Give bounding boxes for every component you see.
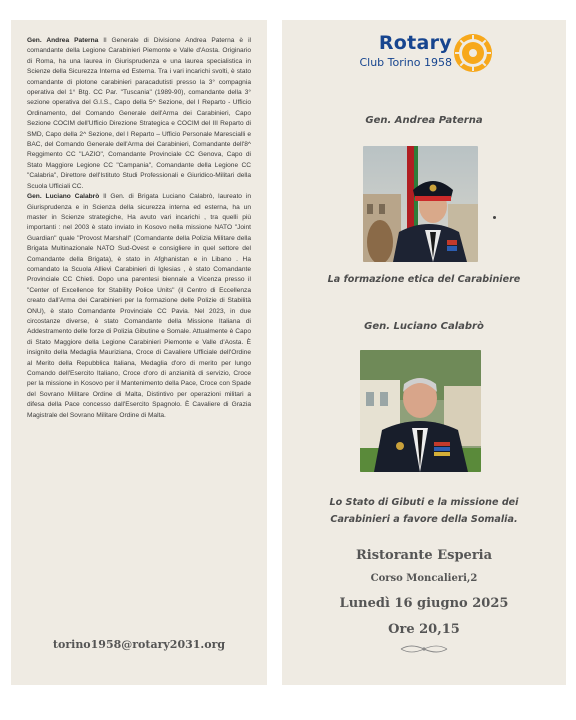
rotary-wheel-icon xyxy=(452,32,494,74)
venue-name: Ristorante Esperia xyxy=(355,548,493,563)
event-date: Lunedì 16 giugno 2025 xyxy=(339,596,509,611)
bio-calabro xyxy=(27,192,251,421)
talk-2-title: Lo Stato di Gibuti e la missione dei Carabinieri a favore della Somalia. xyxy=(329,497,519,525)
event-time: Ore 20,15 xyxy=(388,622,460,637)
flourish-ornament-icon xyxy=(399,642,449,656)
speaker-2-name: Gen. Luciano Calabrò xyxy=(364,321,484,332)
bio-paterna-name: Gen. Andrea Paterna xyxy=(27,37,99,44)
bio-calabro-name: Gen. Luciano Calabrò xyxy=(27,193,100,201)
photo-paterna xyxy=(363,146,478,262)
logo-name: Rotary xyxy=(378,32,452,54)
bio-paterna-text: Il Generale di Divisione Andrea Paterna è il comandante della Legione Carabinieri Piemonte e Valle d'Aosta. Originario di Roma, ha una laurea in Giurisprudenza e una laurea specialistica in Scienze della Sicurezza Interna ed Esterna. Tra i vari incarichi svolti, è stato comandante di plotone carabinieri paracadutisti presso la 3° compagnia operativa del 1° Btg. CC Par. "Tuscania" (1989-90), comandante della 3° sezione operativa del G.I.S., Capo della 5^ Sezione, del I Reparto - Ufficio Ordinamento, del Comando Generale dell'Arma dei Carabinieri, Capo Sezione COCIM dell'Ufficio Direzione Strategica e COCIM del III Reparto di SMD, Capo della 2^ Sezione, del I Reparto – Ufficio Personale Marescialli e BAC, del Comando Generale dell'Arma dei Carabinieri, Comandante dell'8^ Reggimento CC "LAZIO", Comandante Provinciale CC Genova, Capo di Stato Maggiore Legione CC "Campania", Comandante della Legione CC "Calabria", Direttore dell'Istituto Studi Professionali e Giuridico-Militari della Scuola Ufficiali CC. xyxy=(27,37,251,190)
venue-address: Corso Moncalieri,2 xyxy=(370,573,478,584)
bio-paterna xyxy=(27,36,251,192)
rotary-logo xyxy=(352,32,502,74)
right-panel xyxy=(282,20,566,685)
left-panel xyxy=(11,20,267,685)
photo-calabro xyxy=(360,350,481,472)
speaker-1-name: Gen. Andrea Paterna xyxy=(365,115,483,126)
bio-calabro-text: Il Gen. di Brigata Luciano Calabrò, laureato in Giurisprudenza e in Scienza della sicurezza interna ed esterna, ha un master in Scienze strategiche, Ha avuto vari incarichi , tra quelli più importanti : nel 2003 è stato inviato in Kosovo nella missione NATO "Joint Guardian" quale "Provost Marshall" (Comandante della Polizia Militare della Brigata Multinazionale NATO Sud-Ovest e consigliere in quel settore del Comandante della Brigata), è stato in Afghanistan e in Libano . Ha comandato la Scuola Allievi Carabinieri di Iglesias , è stato Comandante Provinciale CC Chieti. Dopo una parentesi biennale a Vicenza presso il "Center of Excellence for Stability Police Units" (il Centro di Eccellenza creato dall'Arma dei Carabinieri per la formazione delle Polizie di Stabilità ONU), è stato Comandante Provinciale CC Pavia. Nel 2023, in due circostanze diverse, è stato Comandante della Missione Italiana di Addestramento delle forze di Polizia Gibutine e Somale. Attualmente è Capo di Stato Maggiore della Legione Carabinieri Piemonte e Valle d'Aosta. È insignito della Medaglia Mauriziana, Croce di Cavaliere Ufficiale dell'Ordine al Merito della Repubblica Italiana, Medaglia d'oro di merito per lungo Comando dell'Esercito Italiano, Croce d'oro di anzianità di servizio, Croce per la missione in Kosovo per il Mantenimento della Pace, Croce con Spade del Sovrano Militare Ordine di Malta, Distintivo per operazioni militari a difesa della Pace concesso dall'Esercito Spagnolo. È Cavaliere di Grazia Magistrale del Sovrano Militare Ordine di Malta. xyxy=(27,193,251,419)
decorative-dot xyxy=(493,216,496,219)
logo-subtitle: Club Torino 1958 xyxy=(359,56,452,69)
talk-1-title: La formazione etica del Carabiniere xyxy=(327,274,521,285)
contact-email[interactable]: torino1958@rotary2031.org xyxy=(52,638,226,651)
